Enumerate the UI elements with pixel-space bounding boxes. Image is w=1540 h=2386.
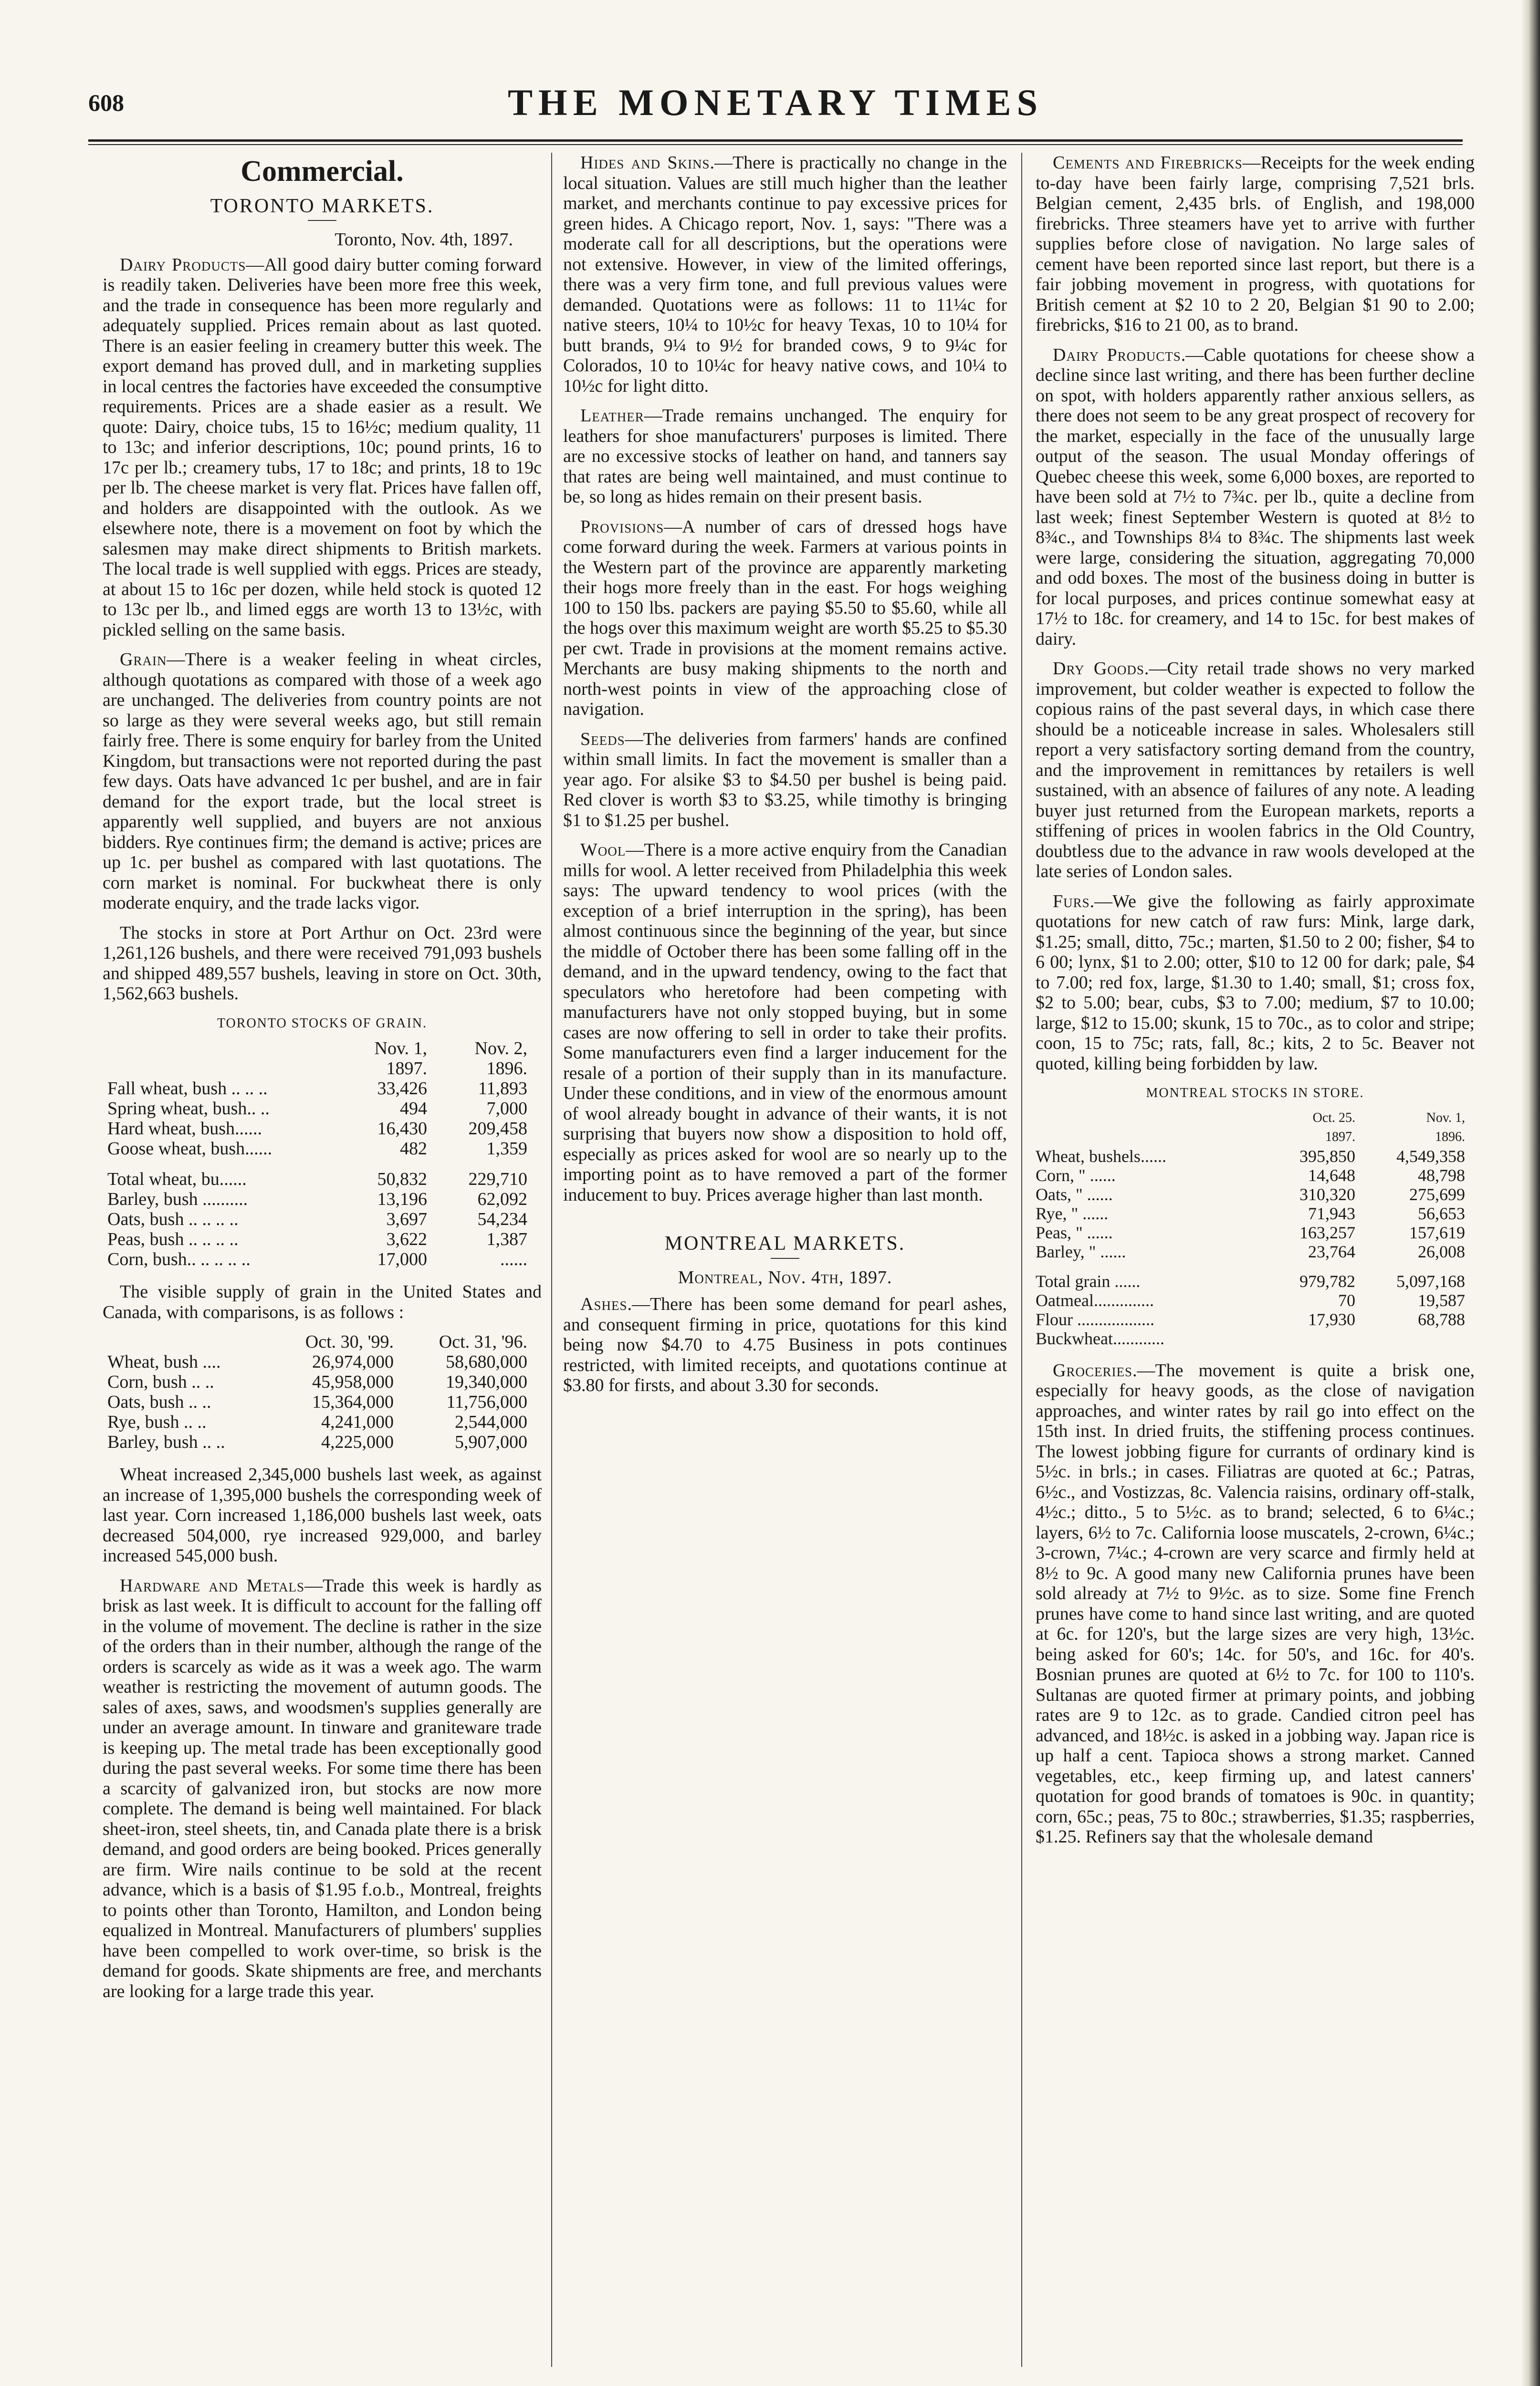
row-label: Total wheat, bu...... <box>107 1169 247 1189</box>
cell-value: 70 <box>1338 1290 1355 1310</box>
row-label: Corn, bush.. .. .. .. .. <box>107 1249 251 1269</box>
cell-value: 4,241,000 <box>321 1412 394 1432</box>
seeds-paragraph <box>563 729 1007 831</box>
hides-text: .—There is practically no change in the local situation. Values are still much higher than the leather market, and merchants continue to pay excessive prices for green hides. A Chicago report, Nov. 1, says: "There was a moderate call for all descriptions, but the operations were not extensive. However, in view of the limited offerings, there was a very firm tone, and full previous values were demanded. Quotations were as follows: 11 to 11¼c for native steers, 10¼ to 10½c for heavy Texas, 10 to 10¼ for butt brands, 9¼ to 9½ for branded cows, 9 to 9¼c for Colorados, 10 to 10¼c for heavy native cows, and 10¼ to 10½c for light ditto. <box>563 153 1007 396</box>
row-label: Spring wheat, bush.. .. <box>107 1099 270 1119</box>
row-label: Hard wheat, bush...... <box>107 1119 262 1139</box>
montreal-dairy-text: .—Cable quotations for cheese show a decline since last writing, and there has been further decline on spot, with holders apparently rather anxious sellers, as there does not seem to be any great prospect of recovery for the market, especially in the face of the unusually large output of the season. The usual Monday offerings of Quebec cheese this week, some 6,000 boxes, are reported to have been sold at 7½ to 7¾c. per lb., quite a decline from last week; finest September Western is quoted at 8½ to 8¾c., and Townships 8¼ to 8¾c. The shipments last week were large, considering the situation, aggregating 70,000 and odd boxes. The most of the business doing in butter is for local purposes, and prices continue somewhat easy at 17½ to 18c. for creamery, and 14 to 15c. for best makes of dairy. <box>1036 345 1475 649</box>
cell-value: 3,697 <box>386 1209 427 1229</box>
cell-value: 26,974,000 <box>312 1352 394 1372</box>
table-row <box>107 1099 527 1119</box>
cell-value: 19,340,000 <box>446 1372 527 1392</box>
row-label: Oats, " ...... <box>1036 1184 1113 1204</box>
cell-value: 23,764 <box>1308 1242 1355 1261</box>
table-row <box>1036 1242 1465 1261</box>
row-label: Flour .................. <box>1036 1309 1155 1329</box>
ashes-text: .—There has been some demand for pearl ashes, and consequent firming in price, quotations for this kind being now $4.70 to 4.75 Business in pots continues restricted, with limited receipts, and quotations continue at $3.80 for firsts, and about 3.30 for seconds. <box>563 1294 1007 1395</box>
section-heading-commercial: Commercial. <box>241 155 404 188</box>
provisions-heading: Provisions <box>580 516 664 537</box>
cell-value: 15,364,000 <box>312 1392 394 1412</box>
cell-value: 157,619 <box>1409 1223 1465 1242</box>
table-row <box>1036 1166 1465 1185</box>
cell-value: 33,426 <box>377 1078 427 1099</box>
cell-value: 17,930 <box>1308 1309 1355 1329</box>
row-label: Peas, " ...... <box>1036 1223 1113 1242</box>
drygoods-heading: Dry Goods <box>1053 659 1144 679</box>
row-label: Total grain ...... <box>1036 1271 1141 1291</box>
provisions-paragraph <box>563 517 1007 720</box>
row-label: Wheat, bushels...... <box>1036 1146 1166 1166</box>
table-row <box>107 1078 527 1099</box>
cell-value: 19,587 <box>1418 1290 1465 1310</box>
title-dash <box>308 220 336 221</box>
column-header: Oct. 31, '96. <box>439 1332 527 1352</box>
page-edge-shadow <box>1521 0 1540 2386</box>
furs-paragraph <box>1036 891 1475 1074</box>
table-row <box>107 1189 527 1209</box>
cell-value: 11,893 <box>478 1078 527 1099</box>
cell-value: 5,907,000 <box>455 1432 527 1452</box>
grain-heading: Grain <box>120 649 167 670</box>
cell-value: 5,097,168 <box>1396 1271 1465 1291</box>
toronto-dateline: Toronto, Nov. 4th, 1897. <box>335 230 513 250</box>
table-year-row <box>1036 1128 1465 1147</box>
cell-value: 275,699 <box>1409 1184 1465 1204</box>
row-label: Wheat, bush .... <box>107 1352 221 1372</box>
table-row <box>1036 1310 1465 1329</box>
furs-text: .—We give the following as fairly approximate quotations for new catch of raw furs: Mink, large dark, $1.25; small, ditto, 75c.; marten, $1.50 to 2 00; fisher, $4 to 6 00; lynx, $1 to 2.00; otter, $10 to 12 00 for dark; pale, $4 to 7.00; red fox, large, $1.30 to 1.40; small, $1; cross fox, $2 to 5.00; bear, cubs, $3 to 7.00; medium, $7 to 10.00; large, $12 to 15.00; skunk, 15 to 70c., as to color and stripe; coon, 15 to 75c; rats, fall, 8c.; kits, 2 to 5c. Beaver not quoted, killing being forbidden by law. <box>1036 891 1475 1074</box>
cell-value: 48,798 <box>1418 1165 1465 1185</box>
dairy-text: —All good dairy butter coming forward is readily taken. Deliveries have been more free this week, and the trade in consequence has been more regularly and adequately supplied. Prices remain about as last quoted. There is an easier feeling in creamery butter this week. The export demand has proved dull, and in marketing supplies in local centres the factories have exceeded the consumptive requirements. Prices are a shade easier as a result. We quote: Dairy, choice tubs, 15 to 16½c; medium quality, 11 to 13c; and inferior descriptions, 10c; pound prints, 16 to 17c per lb.; creamery tubs, 17 to 18c; and prints, 18 to 19c per lb. The cheese market is very flat. Prices have fallen off, and holders are disappointed with the outlook. As we elsewhere note, there is a movement on foot by which the salesmen may make direct shipments to British markets. The local trade is well supplied with eggs. Prices are steady, at about 15 to 16c per dozen, while held stock is quoted 12 to 13c per lb., and limed eggs are worth 13 to 13½c, with pickled selling on the same basis. <box>103 254 542 640</box>
column-header: Oct. 25. <box>1312 1110 1355 1125</box>
column-divider-2 <box>1021 153 1022 2367</box>
cell-value: 56,653 <box>1418 1203 1465 1223</box>
cell-value: 11,756,000 <box>446 1392 527 1412</box>
table-row <box>107 1392 527 1412</box>
wool-text: —There is a more active enquiry from the Canadian mills for wool. A letter received from Philadelphia this week says: The upward tendency to wool prices (with the exception of a brief interruption in the spring), has been almost continuous since the beginning of the year, but since the middle of October there has been some falling off in the demand, and in the upward tendency, owing to the fact that speculators who heretofore had been competing with manufacturers have not only stopped buying, but in some cases are now offering to sell in order to take their profits. Some manufacturers even find a larger inducement for the resale of a portion of their supply than in its manufacture. Under these conditions, and in view of the enormous amount of wool already bought in advance of their wants, it is not surprising that buyers now show a disposition to hold off, especially as prices asked for wool are so nearly up to the importing point as to have removed a part of the former inducement to buy. Prices average higher than last month. <box>563 840 1007 1205</box>
cell-value: 13,196 <box>377 1189 427 1209</box>
title-dash <box>771 1258 799 1259</box>
column-year: 1897. <box>386 1058 427 1078</box>
row-label: Rye, bush .. .. <box>107 1412 207 1432</box>
table-row <box>1036 1204 1465 1223</box>
row-label: Oats, bush .. .. .. .. <box>107 1209 239 1229</box>
table-row <box>107 1229 527 1249</box>
column-header: Nov. 1, <box>1426 1110 1465 1125</box>
grain-text: —There is a weaker feeling in wheat circles, although quotations as compared with those of a week ago are unchanged. The deliveries from country points are not so large as they were several weeks ago, but still remain fairly free. There is some enquiry for barley from the United Kingdom, but transactions were not reported during the past few days. Oats have advanced 1c per bushel, and are in fair demand for the export trade, but the local street is apparently well supplied, and buyers are not anxious bidders. Rye continues firm; the demand is active; prices are up 1c. per bushel as compared with last quotations. The corn market is nominal. For buckwheat there is only moderate enquiry, and the trade lacks vigor. <box>103 649 542 913</box>
page-header <box>88 81 1463 129</box>
row-label: Rye, " ...... <box>1036 1203 1109 1223</box>
cements-heading: Cements and Firebricks <box>1053 153 1243 173</box>
column-year: 1896. <box>1435 1129 1465 1144</box>
table-row <box>1036 1261 1465 1291</box>
provisions-text: —A number of cars of dressed hogs have come forward during the week. Farmers at various points in the Western part of the province are apparently marketing their hogs more freely than in the east. For hogs weighing 100 to 150 lbs. packers are paying $5.50 to $5.60, while all the hogs over this maximum weight are worth $5.25 to $5.30 per cwt. Trade in provisions at the moment remains active. Merchants are busy making shipments to the north and north-west points in view of the approaching close of navigation. <box>563 516 1007 719</box>
leather-text: —Trade remains unchanged. The enquiry for leathers for shoe manufacturers' purposes is limited. There are no excessive stocks of leather on hand, and tanners say that rates are being well maintained, and must continue to be, so long as hides remain on their present basis. <box>563 406 1007 507</box>
hardware-text: —Trade this week is hardly as brisk as last week. It is difficult to account for the falling off in the volume of movement. The decline is rather in the size of the orders than in their number, although the range of the orders is scarcely as wide as it was a week ago. The warm weather is restricting the movement of autumn goods. The sales of axes, saws, and woodsmen's supplies generally are under an average amount. In tinware and graniteware trade is keeping up. The metal trade has been exceptionally good during the past several weeks. For some time there has been a scarcity of galvanized iron, but stocks are now more complete. The demand is being well maintained. For black sheet-iron, steel sheets, tin, and Canada plate there is a brisk demand, and good orders are being booked. Prices generally are firm. Wire nails continue to be sold at the recent advance, which is a basis of $1.95 f.o.b., Montreal, freights to points other than Toronto, Hamilton, and London being equalized in Montreal. Manufacturers of plumbers' supplies have been compelled to work over-time, so brisk is the demand for goods. Skate shipments are free, and merchants are looking for a large trade this year. <box>103 1575 542 2001</box>
cell-value: 979,782 <box>1299 1271 1355 1291</box>
toronto-markets-title: TORONTO MARKETS. <box>210 195 434 217</box>
cell-value: 14,648 <box>1308 1165 1355 1185</box>
drygoods-text: .—City retail trade shows no very marked improvement, but colder weather is expected to follow the copious rains of the past several days, in which case there should be a noticeable increase in sales. Wholesalers still report a very satisfactory sorting demand from the country, and the improvement in remittances by retailers is well sustained, with an absence of failures of any note. A leading buyer just returned from the European markets, reports a stiffening of prices in woolen fabrics in the Old Country, doubtless due to the advance in raw wools developed at the late series of London sales. <box>1036 659 1475 881</box>
table-row <box>1036 1329 1465 1348</box>
cell-value <box>1355 1329 1465 1348</box>
page-number: 608 <box>88 89 124 116</box>
cell-value: 58,680,000 <box>446 1352 527 1372</box>
table-row <box>107 1432 527 1452</box>
row-label: Barley, " ...... <box>1036 1242 1126 1261</box>
grain-paragraph <box>103 649 542 913</box>
cell-value: 68,788 <box>1418 1309 1465 1329</box>
table-header-row <box>107 1332 527 1352</box>
wool-paragraph <box>563 840 1007 1205</box>
cell-value: 17,000 <box>377 1249 427 1269</box>
cell-value: 62,092 <box>477 1189 527 1209</box>
table-header-row <box>107 1038 527 1058</box>
table-row <box>107 1249 527 1269</box>
cell-value: 45,958,000 <box>312 1372 394 1392</box>
cell-value: 1,359 <box>486 1139 527 1159</box>
cell-value: 395,850 <box>1299 1146 1355 1166</box>
row-label: Oatmeal.............. <box>1036 1290 1154 1310</box>
column-header: Nov. 2, <box>474 1038 527 1058</box>
groceries-text: .—The movement is quite a brisk one, especially for heavy goods, as the close of navigation approaches, and winter rates by rail go into effect on the 15th inst. In dried fruits, the stiffening process continues. The lowest jobbing figure for currants of ordinary kind is 5½c. in brls.; in cases. Filiatras are quoted at 6c.; Patras, 6½c., and Vostizzas, 8c. Valencia raisins, ordinary off-stalk, 4½c.; ditto., 5 to 5½c. as to brand; selected, 6 to 6¼c.; layers, 6½ to 7c. California loose muscatels, 2-crown, 6¼c.; 3-crown, 7¼c.; 4-crown are very scarce and firmly held at 8½ to 9c. A good many new California prunes have been sold already at 7½ to 9½c. as to size. Some fine French prunes have come to hand since last writing, and are quoted at 6c. for 120's, but the large sizes are very high, 13½c. being asked for 60's; 14c. for 50's, and 16c. for 40's. Bosnian prunes are quoted at 6½ to 7c. for 100 to 110's. Sultanas are quoted firmer at primary points, and jobbing rates are 9 to 12c. as to grade. Candied citron peel has advanced, and 18½c. is asked in a jobbing way. Japan rice is up half a cent. Tapioca shows a strong market. Canned vegetables, etc., keep firming up, and latest canners' quotation for good brands of tomatoes is 90c. in quantity; corn, 65c.; peas, 75 to 80c.; strawberries, $1.35; raspberries, $1.25. Refiners say that the wholesale demand <box>1036 1360 1475 1847</box>
row-label: Barley, bush .. .. <box>107 1432 225 1452</box>
row-label: Fall wheat, bush .. .. .. <box>107 1078 268 1099</box>
cell-value: 209,458 <box>468 1119 527 1139</box>
row-label: Barley, bush .......... <box>107 1189 248 1209</box>
column-year: 1896. <box>486 1058 527 1078</box>
cements-text: —Receipts for the week ending to-day have been fairly large, comprising 7,521 brls. Belgian cement, 2,435 brls. of English, and 198,000 firebricks. Three steamers have yet to arrive with further supplies before close of navigation. No large sales of cement have been reported since last report, but there is a fair jobbing movement in progress, with quotations for British cement at $2 10 to 2 20, Belgian $1 90 to 2.00; firebricks, $16 to 21 00, as to brand. <box>1036 153 1475 335</box>
cell-value: 4,225,000 <box>321 1432 394 1452</box>
header-rule <box>88 139 1463 142</box>
toronto-stocks-table <box>107 1038 527 1269</box>
montreal-dairy-heading: Dairy Products <box>1053 345 1181 365</box>
table-row <box>107 1139 527 1159</box>
visible-supply-table <box>107 1332 527 1452</box>
cell-value: 482 <box>400 1139 427 1159</box>
seeds-text: —The deliveries from farmers' hands are confined within small limits. In fact the movement is smaller than a year ago. For alsike $3 to $4.50 per bushel is being paid. Red clover is worth $3 to $3.25, while timothy is bringing $1 to $1.25 per bushel. <box>563 729 1007 830</box>
groceries-paragraph <box>1036 1360 1475 1847</box>
drygoods-paragraph <box>1036 659 1475 882</box>
cell-value: 310,320 <box>1299 1184 1355 1204</box>
cell-value: 494 <box>400 1099 427 1119</box>
ashes-paragraph <box>563 1294 1007 1396</box>
cell-value: 4,549,358 <box>1396 1146 1465 1166</box>
cell-value: 54,234 <box>477 1209 527 1229</box>
table-row <box>1036 1147 1465 1166</box>
cell-value <box>1260 1329 1355 1348</box>
cell-value: 3,622 <box>386 1229 427 1249</box>
cell-value: 163,257 <box>1299 1223 1355 1242</box>
table-row <box>107 1119 527 1139</box>
row-label: Goose wheat, bush...... <box>107 1139 272 1159</box>
table-row <box>107 1352 527 1372</box>
leather-heading: Leather <box>580 406 644 426</box>
ashes-heading: Ashes <box>580 1294 628 1314</box>
hardware-paragraph <box>103 1576 542 2002</box>
cell-value: 50,832 <box>377 1169 427 1189</box>
dairy-paragraph <box>103 255 542 640</box>
masthead-title: THE MONETARY TIMES <box>508 82 1043 123</box>
cell-value: 16,430 <box>377 1119 427 1139</box>
header-rule-thin <box>88 144 1463 145</box>
table-row <box>1036 1185 1465 1204</box>
row-label: Peas, bush .. .. .. .. <box>107 1229 239 1249</box>
column-1 <box>103 153 542 2367</box>
furs-heading: Furs <box>1053 891 1090 911</box>
column-header: Nov. 1, <box>374 1038 427 1058</box>
seeds-heading: Seeds <box>580 729 625 749</box>
cell-value: 229,710 <box>468 1169 527 1189</box>
column-header: Oct. 30, '99. <box>305 1332 394 1352</box>
hardware-heading: Hardware and Metals <box>120 1575 305 1596</box>
row-label: Oats, bush .. .. <box>107 1392 211 1412</box>
cell-value: 2,544,000 <box>455 1412 527 1432</box>
table-row <box>107 1159 527 1189</box>
table-row <box>107 1209 527 1229</box>
cements-paragraph <box>1036 153 1475 335</box>
montreal-markets-title: MONTREAL MARKETS. <box>664 1233 906 1255</box>
hides-paragraph <box>563 153 1007 396</box>
cell-value: 1,387 <box>486 1229 527 1249</box>
toronto-stocks-title: TORONTO STOCKS OF GRAIN. <box>217 1015 428 1031</box>
montreal-dairy-paragraph <box>1036 345 1475 649</box>
cell-value: 26,008 <box>1418 1242 1465 1261</box>
row-label: Corn, bush .. .. <box>107 1372 214 1392</box>
row-label: Buckwheat............ <box>1036 1329 1164 1348</box>
column-year: 1897. <box>1325 1129 1355 1144</box>
column-2 <box>563 153 1007 2367</box>
table-year-row <box>107 1058 527 1078</box>
wool-heading: Wool <box>580 840 626 860</box>
wheat-increase-paragraph: Wheat increased 2,345,000 bushels last week, as against an increase of 1,395,000 bushels the corresponding week of last year. Corn increased 1,186,000 bushels last week, oats decreased 504,000, rye increased 929,000, and barley increased 545,000 bush. <box>103 1465 542 1566</box>
groceries-heading: Groceries <box>1053 1360 1132 1381</box>
leather-paragraph <box>563 406 1007 507</box>
montreal-stocks-title: MONTREAL STOCKS IN STORE. <box>1146 1086 1364 1100</box>
table-row <box>1036 1291 1465 1310</box>
cell-value: ...... <box>500 1249 527 1269</box>
montreal-stocks-table <box>1036 1109 1465 1348</box>
table-row <box>1036 1223 1465 1242</box>
column-3 <box>1036 153 1475 2367</box>
table-header-row <box>1036 1109 1465 1128</box>
row-label: Corn, " ...... <box>1036 1165 1116 1185</box>
port-arthur-paragraph: The stocks in store at Port Arthur on Oct. 23rd were 1,261,126 bushels, and there were received 791,093 bushels and shipped 489,557 bushels, leaving in store on Oct. 30th, 1,562,663 bushels. <box>103 922 542 1004</box>
cell-value: 7,000 <box>486 1099 527 1119</box>
table-row <box>107 1372 527 1392</box>
column-divider-1 <box>551 153 552 2367</box>
cell-value: 71,943 <box>1308 1203 1355 1223</box>
hides-heading: Hides and Skins <box>580 153 710 173</box>
table-row <box>107 1412 527 1432</box>
visible-supply-paragraph: The visible supply of grain in the United States and Canada, with comparisons, is as follows : <box>103 1282 542 1322</box>
dairy-heading: Dairy Products <box>120 254 246 275</box>
montreal-dateline: Montreal, Nov. 4th, 1897. <box>678 1267 892 1287</box>
